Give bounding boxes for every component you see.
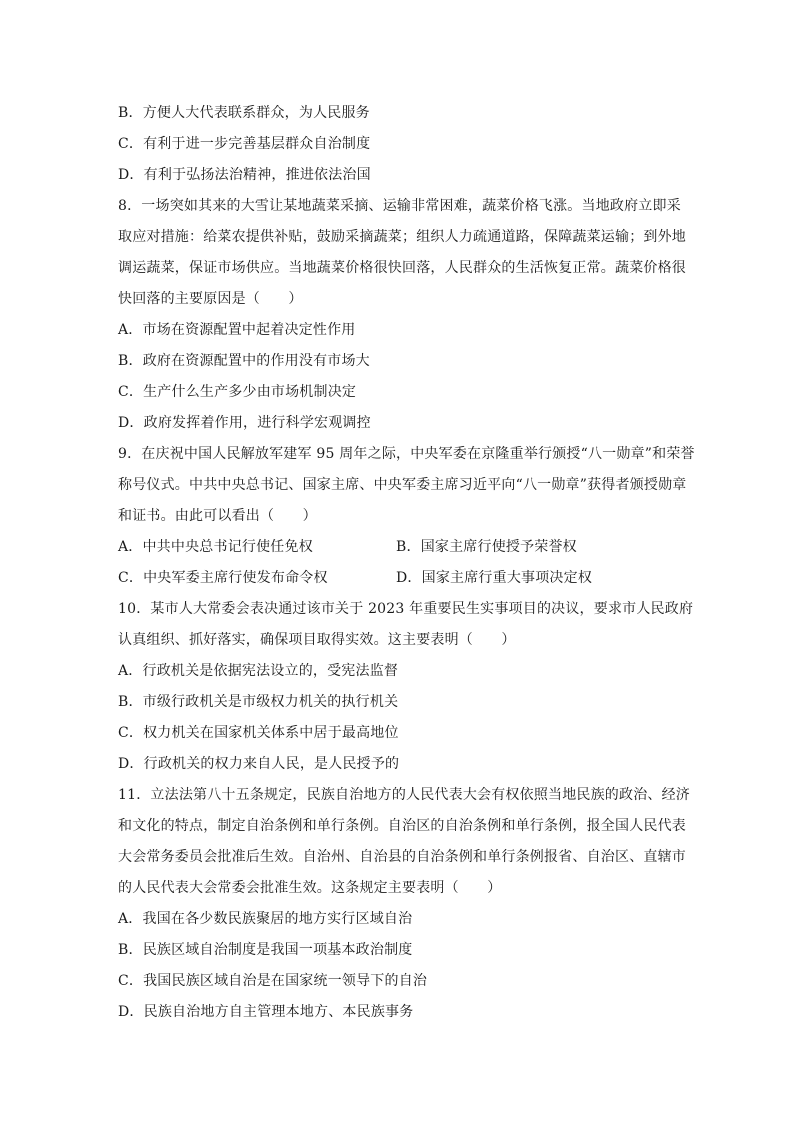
q11-stem: 11．立法法第八十五条规定，民族自治地方的人民代表大会有权依照当地民族的政治、经济 [118,787,691,803]
q10-option-c: C．权力机关在国家机关体系中居于最高地位 [118,725,399,741]
q8-option-c: C．生产什么生产多少由市场机制决定 [118,384,357,400]
q10-stem: 10．某市人大常委会表决通过该市关于 2023 年重要民生实事项目的决议，要求市人民政府 [118,601,694,617]
q9-option-a: A．中共中央总书记行使任免权 [118,539,313,555]
q10-option-b: B．市级行政机关是市级权力机关的执行机关 [118,694,399,710]
q10-option-a: A．行政机关是依据宪法设立的，受宪法监督 [118,663,399,679]
q9-stem: 和证书。由此可以看出（ ） [118,508,317,524]
q9-option-c: C．中央军委主席行使发布命令权 [118,570,328,586]
q11-stem: 大会常务委员会批准后生效。自治州、自治县的自治条例和单行条例报省、自治区、直辖市 [118,849,686,865]
q9-option-d: D．国家主席行重大事项决定权 [396,570,593,586]
q9-stem: 9．在庆祝中国人民解放军建军 95 周年之际，中央军委在京隆重举行颁授“八一勋章”和荣誉 [118,446,695,462]
q8-stem: 快回落的主要原因是（ ） [118,291,303,307]
q11-option-b: B．民族区域自治制度是我国一项基本政治制度 [118,942,413,958]
q10-option-d: D．行政机关的权力来自人民，是人民授予的 [118,756,400,772]
q10-stem: 认真组织、抓好落实，确保项目取得实效。这主要表明（ ） [118,632,516,648]
q8-stem: 调运蔬菜，保证市场供应。当地蔬菜价格很快回落，人民群众的生活恢复正常。蔬菜价格很 [118,260,686,276]
q11-option-c: C．我国民族区域自治是在国家统一领导下的自治 [118,973,428,989]
q11-option-a: A．我国在各少数民族聚居的地方实行区域自治 [118,911,413,927]
q9-options-row-1 [118,532,678,563]
q9-option-b: B．国家主席行使授予荣誉权 [396,539,577,555]
q7-option-c: C．有利于进一步完善基层群众自治制度 [118,136,371,152]
q7-option-d: D．有利于弘扬法治精神，推进依法治国 [118,167,371,183]
q8-option-a: A．市场在资源配置中起着决定性作用 [118,322,356,338]
q11-option-d: D．民族自治地方自主管理本地方、本民族事务 [118,1004,414,1020]
q8-stem: 8．一场突如其来的大雪让某地蔬菜采摘、运输非常困难，蔬菜价格飞涨。当地政府立即采 [118,198,681,214]
exam-page [118,98,695,1028]
q7-option-b: B．方便人大代表联系群众，为人民服务 [118,105,370,121]
q8-stem: 取应对措施：给菜农提供补贴，鼓励采摘蔬菜；组织人力疏通道路，保障蔬菜运输；到外地 [118,229,686,245]
q9-stem: 称号仪式。中共中央总书记、国家主席、中央军委主席习近平向“八一勋章”获得者颁授勋章 [118,477,687,493]
q11-stem: 和文化的特点，制定自治条例和单行条例。自治区的自治条例和单行条例，报全国人民代表 [118,818,686,834]
q8-option-d: D．政府发挥着作用，进行科学宏观调控 [118,415,371,431]
q11-stem: 的人民代表大会常委会批准生效。这条规定主要表明（ ） [118,880,502,896]
q9-options-row-2 [118,563,678,594]
q8-option-b: B．政府在资源配置中的作用没有市场大 [118,353,370,369]
